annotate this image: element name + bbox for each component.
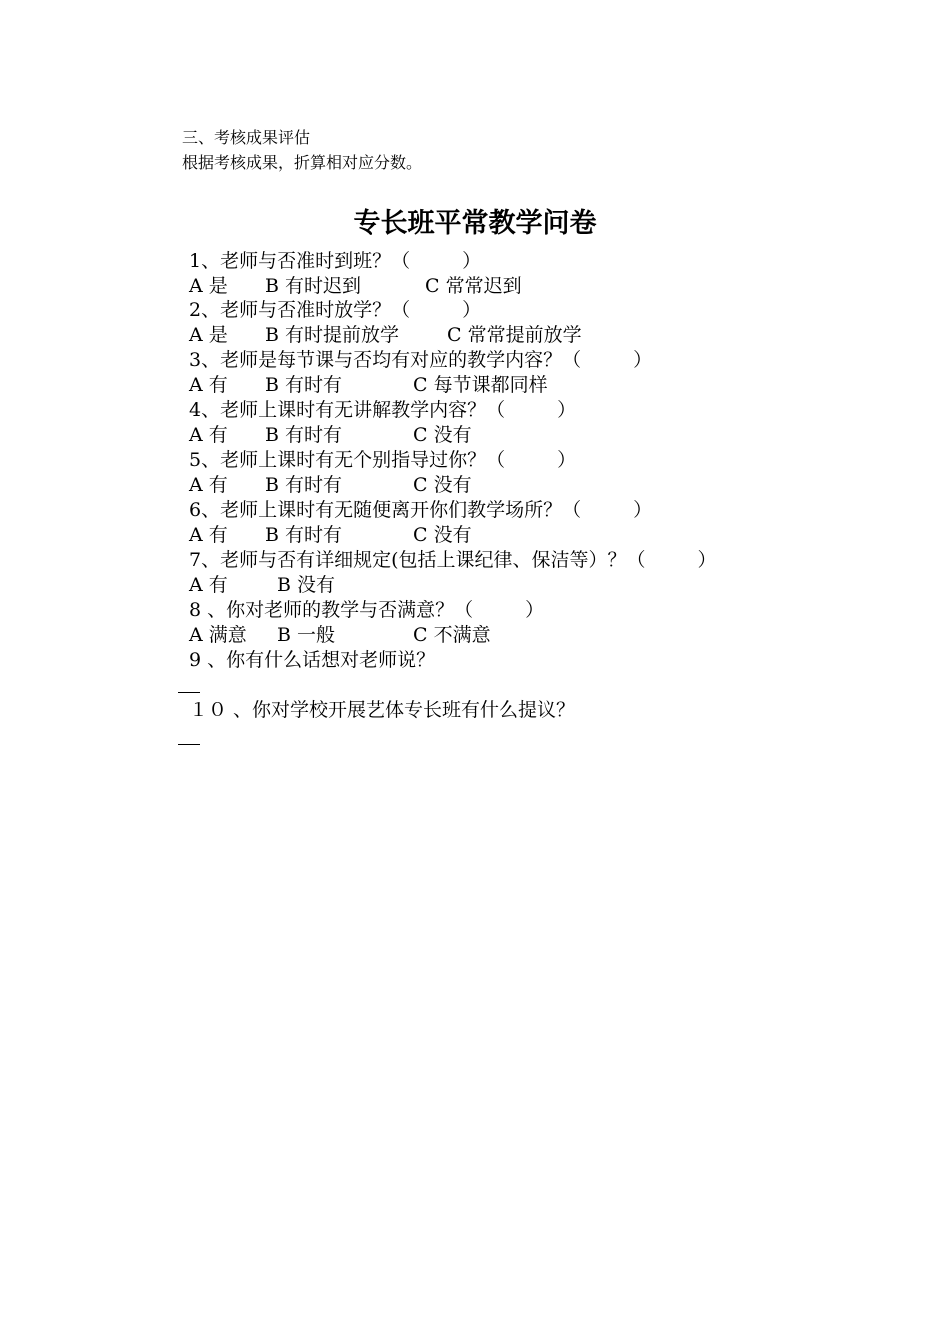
question-7: 7、老师与否有详细规定(包括上课纪律、保洁等）？（ ） <box>189 549 717 571</box>
option-a: A 满意 <box>189 624 247 646</box>
option-c: C 不满意 <box>413 624 491 646</box>
option-a: A 有 <box>189 474 228 496</box>
option-a: A 有 <box>189 524 228 546</box>
option-b: B 有时迟到 <box>265 275 362 297</box>
question-10: １０ 、你对学校开展艺体专长班有什么提议？ <box>189 699 576 721</box>
option-c: C 没有 <box>413 474 472 496</box>
option-b: B 没有 <box>277 574 336 596</box>
option-c: C 没有 <box>413 524 472 546</box>
option-b: B 一般 <box>277 624 336 646</box>
question-8: 8 、你对老师的教学与否满意？（ ） <box>189 599 545 621</box>
option-b: B 有时有 <box>265 424 343 446</box>
questionnaire-title: 专长班平常教学问卷 <box>353 208 597 239</box>
option-a: A 是 <box>189 275 228 297</box>
option-b: B 有时有 <box>265 474 343 496</box>
question-3: 3、老师是每节课与否均有对应的教学内容？（ ） <box>189 349 653 371</box>
option-c: C 常常提前放学 <box>447 324 582 346</box>
option-c: C 每节课都同样 <box>413 374 548 396</box>
question-9: 9 、你有什么话想对老师说？ <box>189 649 436 671</box>
option-a: A 有 <box>189 424 228 446</box>
option-a: A 有 <box>189 374 228 396</box>
question-4: 4、老师上课时有无讲解教学内容？（ ） <box>189 399 577 421</box>
option-a: A 有 <box>189 574 228 596</box>
section-description: 根据考核成果，折算相对应分数。 <box>182 153 423 172</box>
question-1: 1、老师与否准时到班？（ ） <box>189 250 482 272</box>
question-6: 6、老师上课时有无随便离开你们教学场所？（ ） <box>189 499 653 521</box>
question-2: 2、老师与否准时放学？（ ） <box>189 299 482 321</box>
option-b: B 有时提前放学 <box>265 324 400 346</box>
answer-line-9 <box>178 692 200 693</box>
option-c: C 没有 <box>413 424 472 446</box>
answer-line-10 <box>178 744 200 745</box>
option-b: B 有时有 <box>265 524 343 546</box>
option-b: B 有时有 <box>265 374 343 396</box>
option-a: A 是 <box>189 324 228 346</box>
question-5: 5、老师上课时有无个别指导过你？（ ） <box>189 449 577 471</box>
section-heading: 三、考核成果评估 <box>182 128 311 147</box>
option-c: C 常常迟到 <box>425 275 522 297</box>
